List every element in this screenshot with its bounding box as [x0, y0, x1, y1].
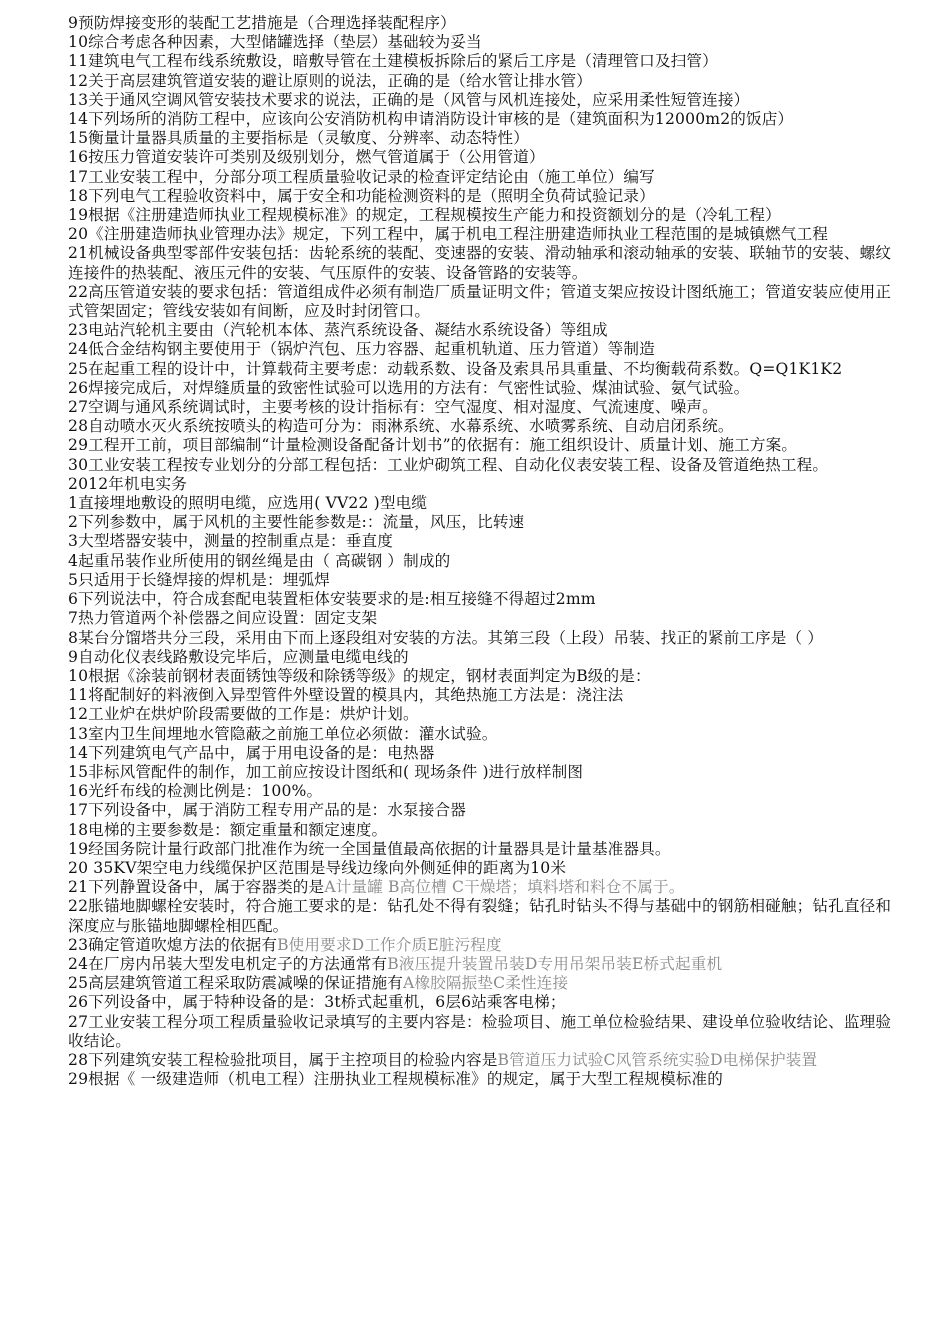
document-line: [68, 321, 892, 340]
line-text: 3大型塔器安装中，测量的控制重点是：垂直度: [68, 532, 393, 551]
line-text: 19经国务院计量行政部门批准作为统一全国量值最高依据的计量器具是计量基准器具。: [68, 839, 671, 858]
line-text: 9自动化仪表线路敷设完毕后，应测量电缆电线的: [68, 647, 409, 666]
document-body: [68, 14, 892, 1089]
line-text: 16光纤布线的检测比例是：100%。: [68, 782, 323, 801]
line-text: 28下列建筑安装工程检验批项目，属于主控项目的检验内容是: [68, 1050, 498, 1069]
document-line: [68, 801, 892, 820]
line-text-muted: B使用要求D工作介质E脏污程度: [277, 935, 502, 954]
document-line: [68, 283, 892, 321]
line-text: 25在起重工程的设计中，计算载荷主要考虑：动载系数、设备及索具吊具重量、不均衡载荷系数。Q=Q1K1K2: [68, 359, 843, 378]
line-text: 14下列场所的消防工程中，应该向公安消防机构申请消防设计审核的是（建筑面积为12000m2的饭店）: [68, 110, 794, 129]
line-text: 18电梯的主要参数是：额定重量和额定速度。: [68, 820, 388, 839]
document-line: [68, 552, 892, 571]
document-line: [68, 974, 892, 993]
document-line: [68, 763, 892, 782]
document-line: [68, 475, 892, 494]
document-line: [68, 725, 892, 744]
line-text: 22胀锚地脚螺栓安装时，符合施工要求的是：钻孔处不得有裂缝；钻孔时钻头不得与基础中的钢筋相碰触；钻孔直径和深度应与胀锚地脚螺栓相匹配。: [68, 897, 892, 935]
document-line: [68, 52, 892, 71]
line-text: 1直接埋地敷设的照明电缆，应选用( VV22 )型电缆: [68, 494, 428, 513]
line-text: 22高压管道安装的要求包括：管道组成件必须有制造厂质量证明文件；管道支架应按设计图纸施工；管道安装应使用正式管架固定；管线安装如有间断，应及时封闭管口。: [68, 282, 892, 321]
line-text: 12关于高层建筑管道安装的避让原则的说法，正确的是（给水管让排水管）: [68, 71, 592, 90]
line-text: 27空调与通风系统调试时，主要考核的设计指标有：空气湿度、相对湿度、气流速度、噪声。: [68, 398, 718, 417]
line-text: 21机械设备典型零部件安装包括：齿轮系统的装配、变速器的安装、滑动轴承和滚动轴承的安装、联轴节的安装、螺纹连接件的热装配、液压元件的安装、气压原件的安装、设备管路的安装等。: [68, 244, 892, 282]
document-line: [68, 340, 892, 359]
document-line: [68, 148, 892, 167]
line-text: 11将配制好的料液倒入异型管件外壁设置的模具内，其绝热施工方法是：浇注法: [68, 686, 624, 705]
document-line: [68, 72, 892, 91]
document-line: [68, 91, 892, 110]
line-text: 13关于通风空调风管安装技术要求的说法，正确的是（风管与风机连接处，应采用柔性短管连接）: [68, 90, 750, 109]
line-text-muted: B管道压力试验C风管系统实验D电梯保护装置: [497, 1050, 818, 1069]
line-text: 13室内卫生间埋地水管隐蔽之前施工单位必须做：灌水试验。: [68, 724, 498, 743]
line-text-muted: A橡胶隔振垫C柔性连接: [403, 974, 569, 993]
line-text: 24低合金结构钢主要使用于（锅炉汽包、压力容器、起重机轨道、压力管道）等制造: [68, 340, 655, 359]
line-text: 10综合考虑各种因素，大型储罐选择（垫层）基础较为妥当: [68, 33, 482, 52]
line-text: 18下列电气工程验收资料中，属于安全和功能检测资料的是（照明全负荷试验记录）: [68, 186, 655, 205]
line-text: 24在厂房内吊装大型发电机定子的方法通常有: [68, 954, 388, 973]
line-text: 9预防焊接变形的装配工艺措施是（合理选择装配程序）: [68, 14, 456, 32]
document-line: [68, 1013, 892, 1051]
document-line: [68, 609, 892, 628]
line-text-muted: A计量罐 B高位槽 C干燥塔；填料塔和料仓不属于。: [324, 878, 685, 897]
line-text: 27工业安装工程分项工程质量验收记录填写的主要内容是：检验项目、施工单位检验结果、建设单位验收结论、监理验收结论。: [68, 1012, 892, 1050]
line-text: 6下列说法中，符合成套配电装置柜体安装要求的是:相互接缝不得超过2mm: [68, 590, 596, 609]
document-line: [68, 993, 892, 1012]
line-text: 29工程开工前，项目部编制“计量检测设备配备计划书”的依据有：施工组织设计、质量计划、施工方案。: [68, 436, 798, 455]
line-text: 26下列设备中，属于特种设备的是：3t桥式起重机，6层6站乘客电梯；: [68, 993, 566, 1012]
line-text: 17下列设备中，属于消防工程专用产品的是：水泵接合器: [68, 801, 466, 820]
document-line: [68, 225, 892, 244]
document-line: [68, 1051, 892, 1070]
line-text: 5只适用于长缝焊接的焊机是：埋弧焊: [68, 570, 330, 589]
line-text: 11建筑电气工程布线系统敷设，暗敷导管在土建模板拆除后的紧后工序是（清理管口及扫管）: [68, 52, 718, 71]
document-line: [68, 571, 892, 590]
document-line: [68, 629, 892, 648]
document-line: [68, 398, 892, 417]
line-text: 26焊接完成后，对焊缝质量的致密性试验可以选用的方法有：气密性试验、煤油试验、氨气试验。: [68, 378, 750, 397]
line-text: 19根据《注册建造师执业工程规模标准》的规定，工程规模按生产能力和投资额划分的是（冷轧工程）: [68, 206, 781, 225]
document-line: [68, 206, 892, 225]
document-line: [68, 686, 892, 705]
document-line: [68, 129, 892, 148]
line-text: 23电站汽轮机主要由（汽轮机本体、蒸汽系统设备、凝结水系统设备）等组成: [68, 321, 608, 340]
line-text: 12工业炉在烘炉阶段需要做的工作是：烘炉计划。: [68, 705, 419, 724]
document-line: [68, 494, 892, 513]
line-text: 20 35KV架空电力线缆保护区范围是导线边缘向外侧延伸的距离为10米: [68, 858, 567, 877]
document-line: [68, 244, 892, 282]
document-line: [68, 379, 892, 398]
line-text: 28自动喷水灭火系统按喷头的构造可分为：雨淋系统、水幕系统、水喷雾系统、自动启闭系统。: [68, 417, 734, 436]
line-text: 29根据《 一级建造师（机电工程）注册执业工程规模标准》的规定，属于大型工程规模标准的: [68, 1070, 723, 1089]
line-text: 2下列参数中，属于风机的主要性能参数是:：流量，风压，比转速: [68, 513, 525, 532]
line-text: 10根据《涂装前钢材表面锈蚀等级和除锈等级》的规定，钢材表面判定为B级的是：: [68, 666, 651, 685]
line-text: 30工业安装工程按专业划分的分部工程包括：工业炉砌筑工程、自动化仪表安装工程、设备及管道绝热工程。: [68, 455, 829, 474]
document-line: [68, 513, 892, 532]
line-text: 17工业安装工程中，分部分项工程质量验收记录的检查评定结论由（施工单位）编写: [68, 167, 655, 186]
document-line: [68, 744, 892, 763]
document-line: [68, 1070, 892, 1089]
document-line: [68, 187, 892, 206]
line-text: 8某台分馏塔共分三段，采用由下而上逐段组对安装的方法。其第三段（上段）吊装、找正的紧前工序是（ ）: [68, 628, 824, 647]
document-line: [68, 456, 892, 475]
document-line: [68, 667, 892, 686]
line-text: 21下列静置设备中，属于容器类的是: [68, 878, 325, 897]
document-line: [68, 955, 892, 974]
document-line: [68, 417, 892, 436]
document-line: [68, 360, 892, 379]
document-line: [68, 532, 892, 551]
line-text: 14下列建筑电气产品中，属于用电设备的是：电热器: [68, 743, 435, 762]
line-text: 20《注册建造师执业管理办法》规定，下列工程中，属于机电工程注册建造师执业工程范围的是城镇燃气工程: [68, 225, 829, 244]
line-text: 16按压力管道安装许可类别及级别划分，燃气管道属于（公用管道）: [68, 148, 545, 167]
line-text: 4起重吊装作业所使用的钢丝绳是由（ 高碳钢 ）制成的: [68, 551, 451, 570]
line-text: 15非标风管配件的制作，加工前应按设计图纸和( 现场条件 )进行放样制图: [68, 762, 584, 781]
document-line: [68, 14, 892, 33]
document-line: [68, 33, 892, 52]
line-text: 23确定管道吹熄方法的依据有: [68, 935, 278, 954]
line-text: 25高层建筑管道工程采取防震减噪的保证措施有: [68, 974, 404, 993]
document-line: [68, 821, 892, 840]
document-line: [68, 840, 892, 859]
document-line: [68, 705, 892, 724]
document-line: [68, 590, 892, 609]
document-line: [68, 110, 892, 129]
document-line: [68, 878, 892, 897]
line-text: 15衡量计量器具质量的主要指标是（灵敏度、分辨率、动态特性）: [68, 129, 529, 148]
document-line: [68, 782, 892, 801]
line-text: 2012年机电实务: [68, 474, 188, 493]
document-line: [68, 859, 892, 878]
document-line: [68, 648, 892, 667]
document-line: [68, 168, 892, 187]
line-text: 7热力管道两个补偿器之间应设置：固定支架: [68, 609, 378, 628]
document-line: [68, 936, 892, 955]
document-line: [68, 436, 892, 455]
line-text-muted: B液压提升装置吊装D专用吊架吊装E桥式起重机: [387, 954, 723, 973]
document-line: [68, 897, 892, 935]
